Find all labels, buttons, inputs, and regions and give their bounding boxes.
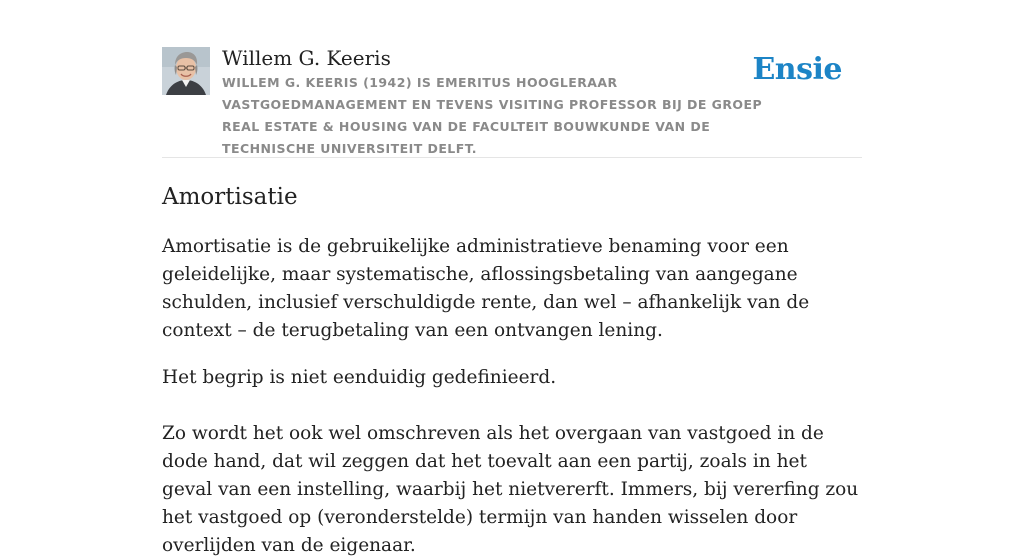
author-avatar[interactable]	[162, 47, 210, 95]
article-paragraph: Het begrip is niet eenduidig gedefinieerd.	[162, 367, 557, 388]
ensie-logo-link[interactable]: Ensie	[752, 52, 842, 87]
article-paragraph: Amortisatie is de gebruikelijke administratieve benaming voor een geleidelijke, maar systematische, aflossingsbetaling van aangegane schulden, inclusief verschuldigde rente, dan wel – afhankelijk van de context – de terugbetaling van een ontvangen lening.	[162, 236, 810, 341]
author-bio: WILLEM G. KEERIS (1942) IS EMERITUS HOOGLERAAR VASTGOEDMANAGEMENT EN TEVENS VISITING PROFESSOR BIJ DE GROEP REAL ESTATE & HOUSING VAN DE FACULTEIT BOUWKUNDE VAN DE TECHNISCHE UNIVERSITEIT DELFT.	[222, 75, 763, 156]
article-paragraph: Zo wordt het ook wel omschreven als het overgaan van vastgoed in de dode hand, dat wil zeggen dat het toevalt aan een partij, zoals in het geval van een instelling, waarbij het nietvererft. Immers, bij vererfing zou het vastgoed op (veronderstelde) termijn van handen wisselen door overlijden van de eigenaar.	[162, 423, 859, 556]
author-header	[162, 44, 862, 158]
article-title: Amortisatie	[162, 184, 298, 210]
author-portrait-icon	[162, 47, 210, 95]
article	[162, 176, 862, 560]
author-name[interactable]: Willem G. Keeris	[222, 46, 391, 70]
